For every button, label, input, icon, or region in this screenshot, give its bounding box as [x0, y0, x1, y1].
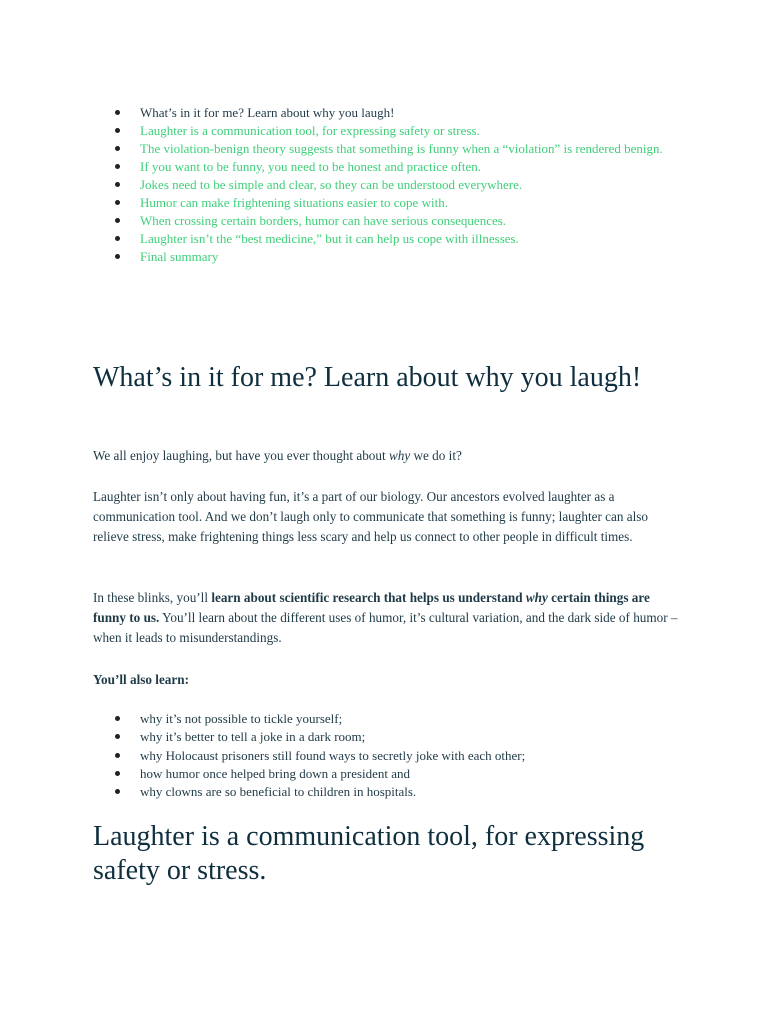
list-item: why it’s not possible to tickle yourself; — [113, 710, 673, 728]
toc-item[interactable]: If you want to be funny, you need to be honest and practice often. — [113, 158, 673, 176]
also-learn-label: You’ll also learn: — [93, 672, 189, 687]
bold-text: learn about scientific research that helps us understand why certain things are funny to us. — [93, 590, 650, 626]
toc-item[interactable]: Jokes need to be simple and clear, so they can be understood everywhere. — [113, 176, 673, 194]
toc-item[interactable]: Humor can make frightening situations easier to cope with. — [113, 194, 673, 212]
list-item: why Holocaust prisoners still found ways to secretly joke with each other; — [113, 747, 673, 765]
section-heading: Laughter is a communication tool, for expressing safety or stress. — [93, 821, 645, 886]
list-item: why it’s better to tell a joke in a dark room; — [113, 728, 673, 746]
toc-item[interactable]: Laughter is a communication tool, for expressing safety or stress. — [113, 122, 673, 140]
body-paragraph — [93, 588, 683, 649]
table-of-contents — [113, 104, 673, 266]
intro-paragraph — [93, 446, 683, 466]
list-item: why clowns are so beneficial to children in hospitals. — [113, 783, 673, 801]
toc-item[interactable]: The violation-benign theory suggests that something is funny when a “violation” is rendered benign. — [113, 140, 673, 158]
list-item: how humor once helped bring down a president and — [113, 765, 673, 783]
body-paragraph: Laughter isn’t only about having fun, it’s a part of our biology. Our ancestors evolved laughter as a communication tool. And we don’t laugh only to communicate that something is funny; laughter can also relieve stress, make frightening things less scary and help us connect to other people in difficult times. — [93, 489, 648, 545]
toc-item[interactable]: Laughter isn’t the “best medicine,” but it can help us cope with illnesses. — [113, 230, 673, 248]
text-run: We all enjoy laughing, but have you ever thought about — [93, 448, 389, 463]
section-heading: What’s in it for me? Learn about why you laugh! — [93, 362, 642, 393]
text-run: In these blinks, you’ll — [93, 590, 212, 605]
text-run: You’ll learn about the different uses of humor, it’s cultural variation, and the dark side of humor – when it leads to misunderstandings. — [93, 610, 678, 646]
learn-list — [113, 710, 673, 801]
text-run: we do it? — [410, 448, 462, 463]
toc-item[interactable]: What’s in it for me? Learn about why you laugh! — [113, 104, 673, 122]
emphasis-text: why — [388, 448, 411, 463]
toc-item[interactable]: Final summary — [113, 248, 673, 266]
toc-item[interactable]: When crossing certain borders, humor can have serious consequences. — [113, 212, 673, 230]
